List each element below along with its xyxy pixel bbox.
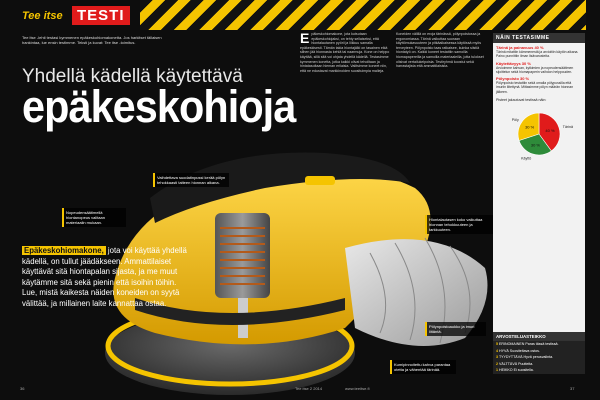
rating-row (493, 367, 585, 374)
rating-score: 2 (496, 361, 498, 366)
sidebar-block-heading: Käytettävyys 30 % (496, 60, 531, 66)
sidebar-block (493, 43, 585, 59)
section-kicker: Tee itse (22, 10, 63, 22)
body-column-1 (300, 32, 390, 73)
intro-text: Tee itse -lehti testasi kymmenen epäkeskohiomakonetta. Jos harkitset tällaisen hankintaa, lue ensin testimme. Teksti ja kuvat: Tee itse -toimitus. (22, 35, 162, 45)
callout-dust-filter: Vaihdettava suodatinpussi kerää pölyn tehokkaasti talteen hionnan aikana. (153, 173, 229, 187)
callout-pad-size: Hiontalautasen koko vaikuttaa hionnan tehokkuuteen ja tarkkuuteen. (425, 215, 496, 234)
rating-scale (493, 332, 585, 374)
footer-issue: Tee itse 2 2014 (295, 386, 323, 391)
rating-label: VÄLTTÄVÄ (499, 361, 518, 366)
rating-score: 1 (496, 368, 498, 372)
sidebar-block-text: Pölynpoisto testattiin sekä omalla pölypussilla että imuriin liitettynä. Mittasimme pölyn määrän hionnan jälkeen. (496, 81, 574, 94)
power-switch (305, 176, 335, 185)
callout-grip: Kumipinnoitettu kahva parantaa otetta ja vähentää tärinää. (390, 360, 456, 374)
sidebar-block-text: Arvioimme kahvan, kytkimien ja nopeudensäätimen sijoittelun sekä hiomapaperin vaihdon helppouden. (496, 65, 574, 74)
sidebar-block-heading: Pölynpoisto 30 % (496, 76, 530, 82)
rating-label: HEIKKO (499, 368, 513, 372)
pie-chart-container (493, 103, 585, 165)
sidebar-block (493, 74, 585, 94)
callout-dust-port: Pölynpoistoaukko ja imuri liitäntä. (425, 322, 486, 336)
rating-label: ERINOMAINEN (499, 342, 525, 346)
pie-caption: Pisteet jakautuvat testissä näin: (496, 98, 547, 103)
rating-label: TYYDYTTÄVÄ (498, 355, 523, 359)
lead-paragraph (22, 246, 192, 309)
sidebar-title: NÄIN TESTASIMME (493, 33, 585, 43)
rating-note: Puutteita. (518, 361, 534, 366)
body-col1-text: päkeskohiomakone, jota kutsutaan epäkeskohiojaksi, on tehty sellaiseksi, että hiontalautanen pyörii ja liikkuu samalla epäkeskisesti. Tämän takia hiontajälki on tasainen eikä siihen jää hionnasta kehiä tai naarmuja. Kone on helppo käyttää, sillä sitä voi ohjata yhdellä kädellä. Testasimme kymmenen konetta, jotka kaikki olivat tehoiltaan ja hintatasoltaan hieman erilaisia. Valitsimme koneet niin, että ne edustavat markkinoiden suosituimpia malleja. (300, 32, 390, 73)
headline-line2: epäkeskohioja (22, 81, 296, 132)
pie-category-label: Tärinä (562, 124, 573, 129)
rating-note: Paras tässä testissä. (525, 342, 559, 346)
pie-chart (496, 105, 582, 161)
rating-title: ARVOSTELUASTEIKKO (493, 332, 585, 341)
motor-cutaway (215, 213, 270, 298)
testi-badge: TESTI (72, 6, 130, 25)
rating-score: 4 (496, 348, 498, 353)
sidebar-block (493, 59, 585, 75)
sidebar-block-heading: Tärinä ja painavuus 40 % (496, 45, 544, 50)
pie-category-label: Käyttö (521, 155, 532, 160)
test-method-sidebar (493, 33, 585, 373)
page-number-right: 37 (570, 386, 575, 391)
pie-value-label: 30 % (530, 142, 540, 148)
body-column-2: Koneiden välillä on eroja tärinässä, pölynpoistossa ja ergonomiassa. Tärinä vaikuttaa suoraan käyttömukavuuteen ja pitkäaikaisessa käytössä myös terveyteen. Pölynpoisto taas ratkaisee, kuinka siistiä hiontatyö on. Kaikki koneet testattiin samoilla hiomapapereilla ja samoilla materiaaleilla, jotta tulokset olisivat vertailukelpoisia. Testiryhmä koostui sekä harrastajista että ammattilaisista. (396, 32, 484, 69)
sidebar-block-text: Tärinä mitattiin kämmenestä ja arvioitiin käytön aikana. Paino punnittiin ilman lisävarusteita. (496, 50, 579, 59)
page-number-left: 36 (20, 386, 25, 391)
footer-url: www.teeitse.fi (345, 386, 370, 391)
rating-score: 5 (496, 342, 498, 346)
rating-note: Hyvä perusvalinta. (523, 355, 554, 359)
drop-cap: E (300, 30, 310, 46)
rating-label: HYVÄ (499, 348, 509, 353)
headline-line1: Yhdellä kädellä käytettävä (22, 66, 243, 87)
page-edge (586, 0, 600, 400)
rating-note: Ei suositella. (513, 368, 534, 372)
pie-value-label: 30 % (525, 124, 535, 130)
rating-score: 3 (496, 355, 498, 359)
lead-highlight: Epäkeskohiomakone, (24, 246, 104, 255)
rating-note: Suositeltava ostos. (509, 348, 540, 353)
lead-text: jota voi käyttää yhdellä kädellä, on tullut jäädäkseen. Ammattilaiset käyttävät sitä hiontapalan sijasta, ja me muut käytämme sitä sekä pienin että isoihin töihin. Lue, mistä kaikesta näiden koneiden on syytä välittää, ja millainen laite kannattaa ostaa. (22, 246, 187, 308)
callout-speed: Nopeudensäätimellä hiontanopeus valitaan materiaalin mukaan. (62, 208, 126, 227)
pie-value-label: 40 % (545, 127, 555, 133)
pie-category-label: Pöly (511, 117, 519, 122)
body-columns (300, 32, 486, 73)
